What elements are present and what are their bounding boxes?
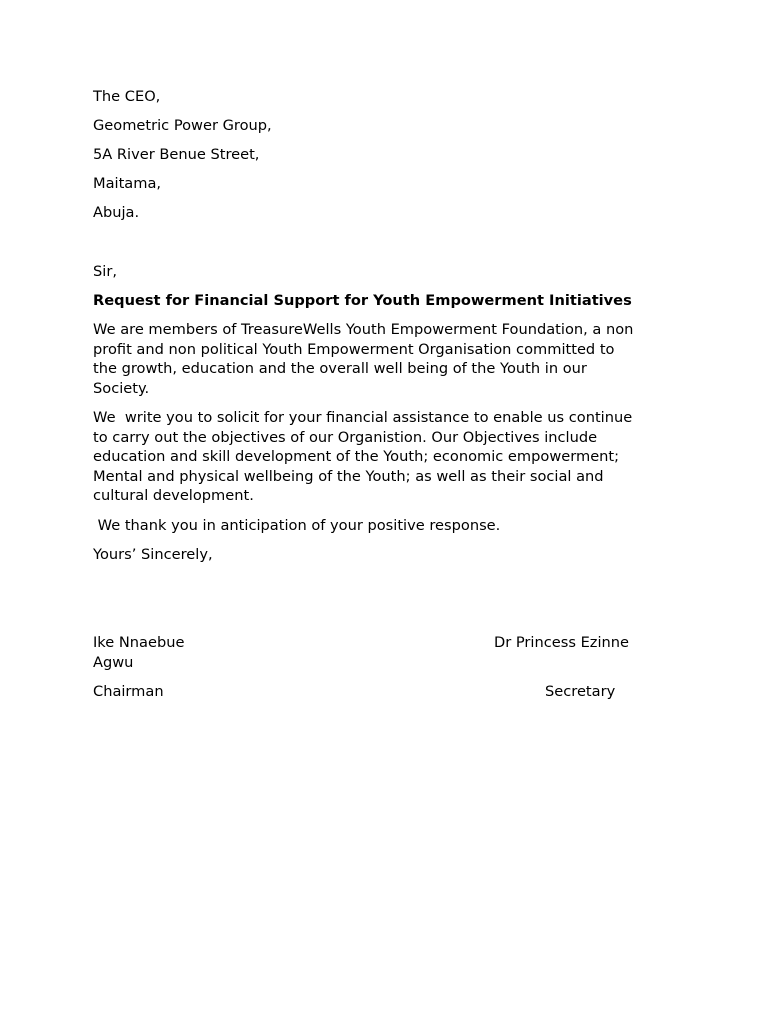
address-line: Abuja. — [93, 204, 140, 221]
body-paragraph-1 — [93, 320, 673, 398]
secretary-name-continued: Agwu — [93, 654, 134, 671]
chairman-title: Chairman — [93, 683, 164, 700]
paragraph-line: education and skill development of the Youth; economic empowerment; — [93, 448, 620, 465]
body-paragraph-3: We thank you in anticipation of your positive response. — [93, 517, 501, 534]
paragraph-line: profit and non political Youth Empowerment Organisation committed to — [93, 340, 615, 358]
closing: Yours’ Sincerely, — [93, 546, 213, 563]
paragraph-line: We write you to solicit for your financial assistance to enable us continue — [93, 409, 633, 426]
address-line: 5A River Benue Street, — [93, 146, 260, 163]
address-line: The CEO, — [93, 88, 161, 105]
letter-subject: Request for Financial Support for Youth Empowerment Initiatives — [93, 292, 632, 309]
paragraph-line: Society. — [93, 379, 150, 397]
paragraph-line: We are members of TreasureWells Youth Empowerment Foundation, a non — [93, 321, 634, 338]
paragraph-line: to carry out the objectives of our Organistion. Our Objectives include — [93, 428, 598, 446]
salutation: Sir, — [93, 263, 117, 280]
body-paragraph-2 — [93, 408, 673, 506]
address-line: Maitama, — [93, 175, 162, 192]
paragraph-line: cultural development. — [93, 487, 254, 504]
secretary-title: Secretary — [545, 683, 616, 700]
secretary-name: Dr Princess Ezinne — [494, 634, 629, 651]
paragraph-line: the growth, education and the overall well being of the Youth in our — [93, 360, 587, 377]
chairman-name: Ike Nnaebue — [93, 634, 185, 651]
address-line: Geometric Power Group, — [93, 117, 272, 134]
paragraph-line: Mental and physical wellbeing of the Youth; as well as their social and — [93, 467, 604, 485]
